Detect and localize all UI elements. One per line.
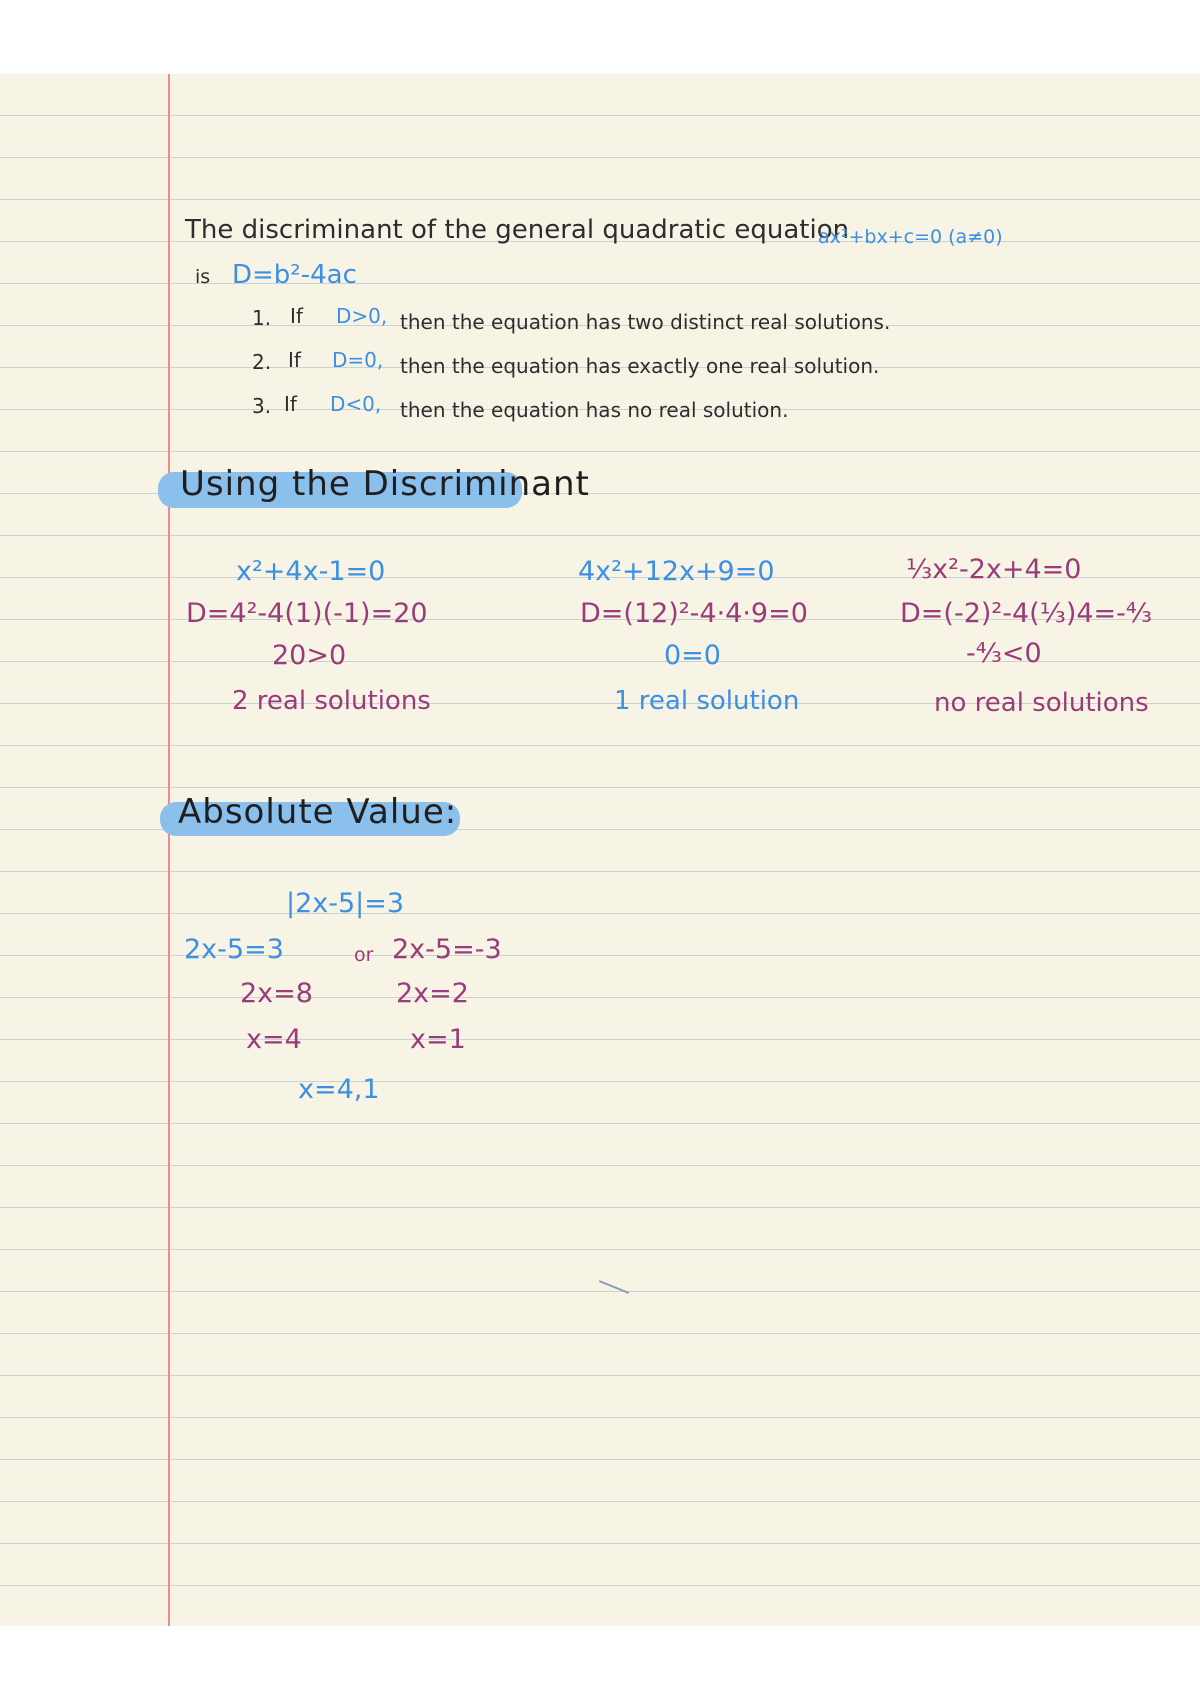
rule-if: If <box>288 348 301 372</box>
rule-if: If <box>284 392 297 416</box>
general-equation: ax²+bx+c=0 (a≠0) <box>818 226 1003 248</box>
example-equation: ⅓x²-2x+4=0 <box>906 554 1082 585</box>
example-result: 1 real solution <box>614 686 800 716</box>
case-1-step-2: x=4 <box>246 1024 302 1055</box>
case-1-equation: 2x-5=3 <box>184 934 284 965</box>
case-2-step-1: 2x=2 <box>396 978 469 1009</box>
case-2-equation: 2x-5=-3 <box>392 934 502 965</box>
example-comparison: -⁴⁄₃<0 <box>966 638 1042 669</box>
section-heading-absolute-value: Absolute Value: <box>178 792 458 832</box>
or-word: or <box>354 944 374 966</box>
final-answer: x=4,1 <box>298 1074 380 1105</box>
rule-number: 1. <box>252 306 272 330</box>
rule-condition: D=0, <box>332 348 384 372</box>
rule-condition: D<0, <box>330 392 382 416</box>
intro-is: is <box>195 266 211 288</box>
absolute-equation: |2x-5|=3 <box>286 888 405 919</box>
example-discriminant: D=(12)²-4·4·9=0 <box>580 598 808 629</box>
notebook-paper <box>0 74 1200 1626</box>
rule-text: then the equation has exactly one real solution. <box>400 354 880 378</box>
case-2-step-2: x=1 <box>410 1024 466 1055</box>
discriminant-formula: D=b²-4ac <box>232 260 357 290</box>
intro-text: The discriminant of the general quadratic equation <box>185 215 850 245</box>
margin-line <box>168 74 170 1626</box>
example-equation: 4x²+12x+9=0 <box>578 556 775 587</box>
rule-number: 2. <box>252 350 272 374</box>
example-comparison: 0=0 <box>664 640 721 671</box>
example-comparison: 20>0 <box>272 640 347 671</box>
rule-condition: D>0, <box>336 304 388 328</box>
example-discriminant: D=(-2)²-4(⅓)4=-⁴⁄₃ <box>900 598 1153 629</box>
case-1-step-1: 2x=8 <box>240 978 313 1009</box>
example-discriminant: D=4²-4(1)(-1)=20 <box>186 598 428 629</box>
rule-number: 3. <box>252 394 272 418</box>
example-equation: x²+4x-1=0 <box>236 556 386 587</box>
rule-if: If <box>290 304 303 328</box>
example-result: 2 real solutions <box>232 686 431 716</box>
rule-text: then the equation has no real solution. <box>400 398 789 422</box>
rule-text: then the equation has two distinct real solutions. <box>400 310 891 334</box>
section-heading-discriminant: Using the Discriminant <box>180 464 590 504</box>
example-result: no real solutions <box>934 688 1149 718</box>
